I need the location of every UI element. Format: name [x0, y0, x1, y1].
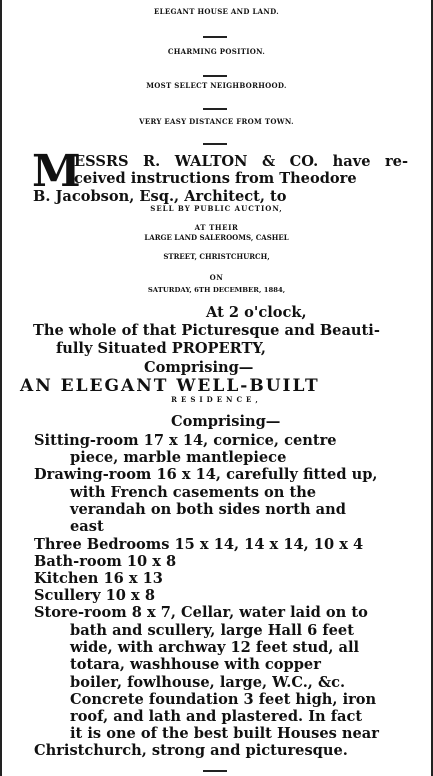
left-column-rule [0, 0, 2, 776]
headline-separator [203, 143, 227, 145]
room-store-room-cont: totara, washhouse with copper [70, 656, 321, 673]
room-store-room-cont: it is one of the best built Houses near [70, 725, 379, 742]
auction-time-line: At 2 o'clock, [206, 304, 307, 321]
elegant-residence-line-1: AN ELEGANT WELL-BUILT [20, 376, 320, 396]
room-drawing-room-cont: with French casements on the [70, 484, 317, 501]
comprising-label: Comprising— [144, 359, 254, 376]
end-separator [203, 770, 227, 772]
room-sitting-room-cont: piece, marble mantlepiece [70, 449, 287, 466]
room-store-room-cont: bath and scullery, large Hall 6 feet [70, 622, 354, 639]
headline-charming-position: CHARMING POSITION. [167, 47, 266, 56]
room-bath-room: Bath-room 10 x 8 [34, 553, 177, 570]
room-kitchen: Kitchen 16 x 13 [34, 570, 163, 587]
elegant-residence-line-2: RESIDENCE, [171, 395, 262, 404]
at-their-line: AT THEIR [194, 223, 239, 232]
room-sitting-room: Sitting-room 17 x 14, cornice, centre [34, 432, 337, 449]
saleroom-line-2: STREET, CHRISTCHURCH, [163, 252, 270, 261]
drop-cap-letter: M [32, 146, 81, 197]
room-scullery: Scullery 10 x 8 [34, 587, 155, 604]
room-store-room-cont: Christchurch, strong and picturesque. [34, 742, 348, 759]
on-line: ON [209, 273, 224, 282]
room-store-room-cont: wide, with archway 12 feet stud, all [70, 639, 360, 656]
room-bedrooms: Three Bedrooms 15 x 14, 14 x 14, 10 x 4 [34, 536, 364, 553]
comprising-label: Comprising— [171, 413, 281, 430]
room-drawing-room-cont: verandah on both sides north and [70, 501, 346, 518]
sell-by-auction-line: SELL BY PUBLIC AUCTION, [150, 204, 283, 213]
whole-property-line-2: fully Situated PROPERTY, [56, 340, 266, 357]
room-drawing-room: Drawing-room 16 x 14, carefully fitted up, [34, 466, 378, 483]
room-store-room-cont: boiler, fowlhouse, large, W.C., &c. [70, 674, 346, 691]
headline-distance-from-town: VERY EASY DISTANCE FROM TOWN. [139, 117, 294, 126]
headline-elegant-house: ELEGANT HOUSE AND LAND. [154, 7, 279, 16]
intro-line-3: B. Jacobson, Esq., Architect, to [33, 188, 287, 205]
intro-line-1: ESSRS R. WALTON & CO. have re- [74, 153, 408, 170]
headline-separator [203, 36, 227, 38]
saleroom-line-1: LARGE LAND SALEROOMS, CASHEL [144, 233, 289, 242]
intro-line-2: ceived instructions from Theodore [74, 170, 357, 187]
headline-select-neighborhood: MOST SELECT NEIGHBORHOOD. [146, 81, 287, 90]
room-store-room-cont: Concrete foundation 3 feet high, iron [70, 691, 377, 708]
room-drawing-room-cont: east [70, 518, 104, 535]
headline-separator [203, 75, 227, 77]
auction-date-line: SATURDAY, 6TH DECEMBER, 1884, [147, 286, 286, 294]
whole-property-line-1: The whole of that Picturesque and Beauti- [33, 322, 380, 339]
headline-separator [203, 108, 227, 110]
room-store-room: Store-room 8 x 7, Cellar, water laid on to [34, 604, 368, 621]
room-store-room-cont: roof, and lath and plastered. In fact [70, 708, 363, 725]
